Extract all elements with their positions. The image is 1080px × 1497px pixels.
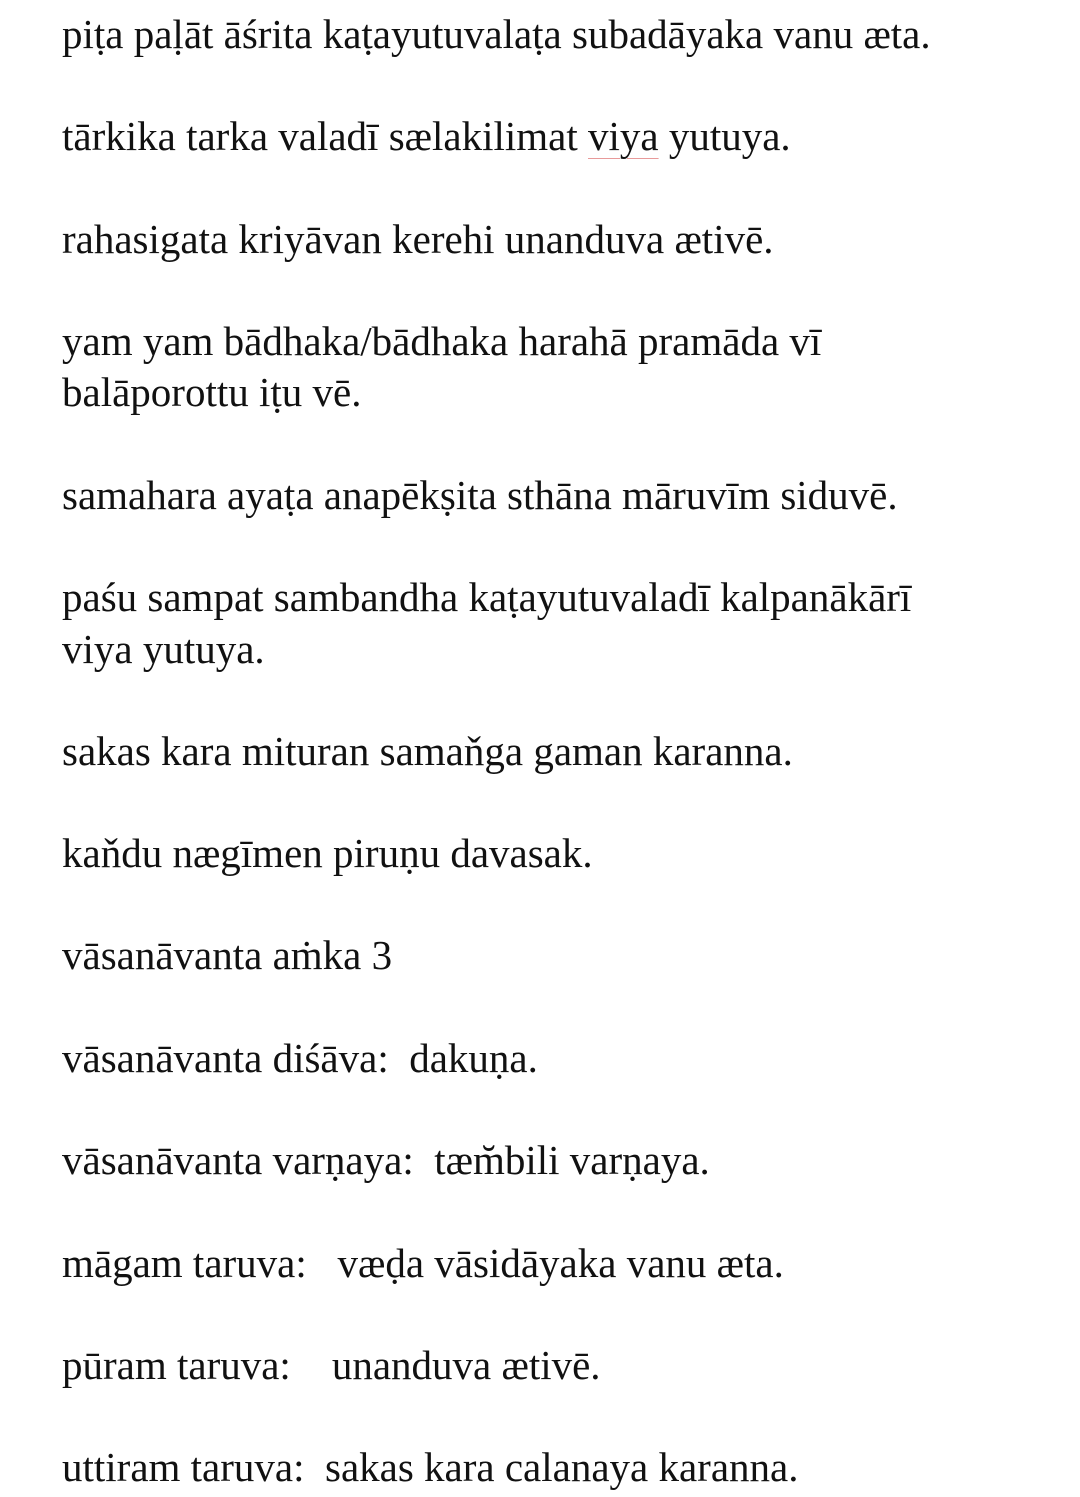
text-line: piṭa paḷāt āśrita kaṭayutuvalaṭa subadāyaka vanu æta. [62,11,931,57]
text-line: vāsanāvanta varṇaya: tæm̆bili varṇaya. [62,1137,710,1183]
text-line: viya yutuya. [62,626,265,672]
text-line: samahara ayaṭa anapēkṣita sthāna māruvīm siduvē. [62,472,898,518]
text-line: paśu sampat sambandha kaṭayutuvaladī kalpanākārī [62,574,912,620]
spellcheck-flagged-word[interactable]: viya [588,113,659,159]
text-line: balāporottu iṭu vē. [62,369,362,415]
text-line: pūram taruva: unanduva ætivē. [62,1342,601,1388]
text-line: māgam taruva: væḍa vāsidāyaka vanu æta. [62,1240,784,1286]
text-line: vāsanāvanta diśāva: dakuṇa. [62,1035,538,1081]
text-segment: yutuya. [658,113,791,159]
text-line: rahasigata kriyāvan kerehi unanduva ætivē. [62,216,774,262]
text-line: vāsanāvanta aṁka 3 [62,932,393,978]
text-line: kaňdu nægīmen piruṇu davasak. [62,830,593,876]
text-segment: tārkika tarka valadī sælakilimat [62,113,588,159]
text-line: sakas kara mituran samaňga gaman karanna. [62,728,793,774]
text-line [62,110,791,162]
text-line: uttiram taruva: sakas kara calanaya karanna. [62,1444,799,1490]
text-line: yam yam bādhaka/bādhaka harahā pramāda vī [62,318,822,364]
